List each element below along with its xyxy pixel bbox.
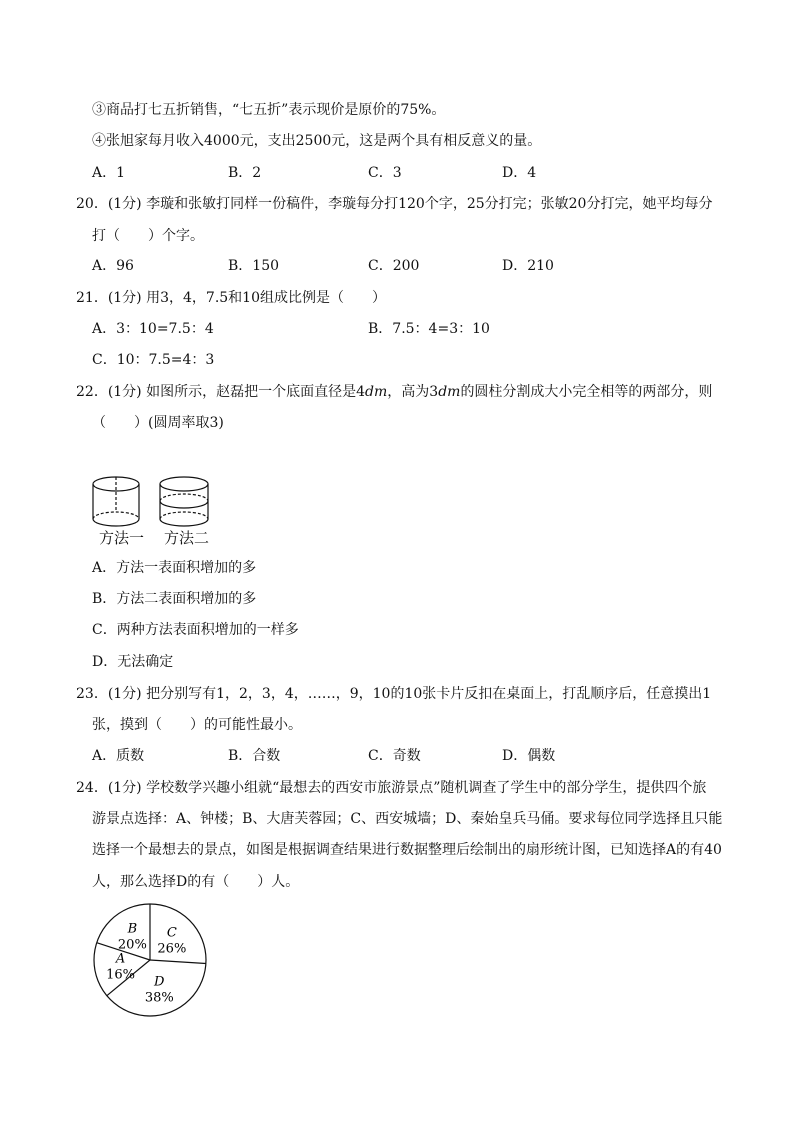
pie-label-a: A bbox=[115, 951, 126, 967]
q22-stem-line1 bbox=[76, 382, 712, 402]
q20-option-d: D．210 bbox=[502, 258, 554, 274]
pie-value-a: 16% bbox=[106, 967, 135, 983]
q23-option-b: B．合数 bbox=[228, 748, 281, 764]
q19-option-d: D．4 bbox=[502, 165, 537, 181]
caption-method-one: 方法一 bbox=[99, 529, 145, 547]
q20-option-a: A．96 bbox=[92, 258, 134, 274]
q22-unit-dm-2: dm bbox=[438, 384, 461, 400]
pie-value-c: 26% bbox=[157, 941, 187, 957]
q22-option-c: C．两种方法表面积增加的一样多 bbox=[92, 622, 299, 638]
q21-option-c: C．10：7.5=4：3 bbox=[92, 352, 215, 368]
q20-stem-line2: 打（ ）个字。 bbox=[92, 228, 204, 244]
cylinder-figures bbox=[90, 474, 214, 530]
pie-value-b: 20% bbox=[117, 937, 147, 953]
q21-option-b: B．7.5：4=3：10 bbox=[368, 321, 490, 337]
q19-option-c: C．3 bbox=[368, 165, 402, 181]
caption-method-two: 方法二 bbox=[164, 529, 210, 547]
q23-stem-line1: 23．(1分) 把分别写有1，2，3，4，……，9，10的10张卡片反扣在桌面上，打乱顺序后，任意摸出1 bbox=[76, 686, 712, 702]
q20-option-c: C．200 bbox=[368, 258, 420, 274]
q24-stem-line2: 游景点选择：A、钟楼；B、大唐芙蓉园；C、西安城墙；D、秦始皇兵马俑。要求每位同学选择且只能 bbox=[92, 811, 723, 827]
q23-option-c: C．奇数 bbox=[368, 748, 421, 764]
q21-option-a: A．3：10=7.5：4 bbox=[92, 321, 214, 337]
q22-option-a: A．方法一表面积增加的多 bbox=[92, 560, 257, 576]
q19-option-b: B．2 bbox=[228, 165, 262, 181]
q20-stem-line1: 20．(1分) 李璇和张敏打同样一份稿件，李璇每分打120个字，25分打完；张敏20分打完，她平均每分 bbox=[76, 196, 713, 212]
q22-stem-part3: 的圆柱分割成大小完全相等的两部分，则 bbox=[460, 384, 713, 400]
q22-stem-line2: （ ）(圆周率取3) bbox=[92, 415, 224, 431]
q23-stem-line2: 张，摸到（ ）的可能性最小。 bbox=[92, 717, 302, 733]
q24-stem-line3: 选择一个最想去的景点，如图是根据调查结果进行数据整理后绘制出的扇形统计图，已知选择A的有40 bbox=[92, 842, 722, 858]
pie-label-c: C bbox=[166, 925, 177, 941]
q22-option-b: B．方法二表面积增加的多 bbox=[92, 591, 257, 607]
pie-label-d: D bbox=[154, 974, 165, 990]
q19-option-a: A．1 bbox=[92, 165, 126, 181]
q23-option-a: A．质数 bbox=[92, 748, 145, 764]
q22-stem-part2: ，高为3 bbox=[387, 384, 439, 400]
q22-option-d: D．无法确定 bbox=[92, 654, 174, 670]
q23-option-d: D．偶数 bbox=[502, 748, 556, 764]
pie-chart bbox=[92, 902, 208, 1018]
q24-stem-line1: 24．(1分) 学校数学兴趣小组就“最想去的西安市旅游景点”随机调查了学生中的部分学生，提供四个旅 bbox=[76, 780, 707, 796]
cylinder-method-one bbox=[93, 477, 139, 526]
q24-stem-line4: 人，那么选择D的有（ ）人。 bbox=[92, 874, 300, 890]
q20-option-b: B．150 bbox=[228, 258, 280, 274]
statement-3: ③商品打七五折销售，“七五折”表示现价是原价的75%。 bbox=[92, 102, 446, 118]
q22-stem-part1: 22．(1分) 如图所示，赵磊把一个底面直径是4 bbox=[76, 384, 366, 400]
q21-stem: 21．(1分) 用3，4，7.5和10组成比例是（ ） bbox=[76, 290, 386, 306]
pie-label-b: B bbox=[127, 921, 138, 937]
pie-value-d: 38% bbox=[144, 990, 174, 1006]
statement-4: ④张旭家每月收入4000元，支出2500元，这是两个具有相反意义的量。 bbox=[92, 133, 542, 149]
cylinder-method-two bbox=[160, 477, 208, 526]
pie-boundary-d bbox=[150, 960, 206, 964]
q22-unit-dm-1: dm bbox=[365, 384, 388, 400]
